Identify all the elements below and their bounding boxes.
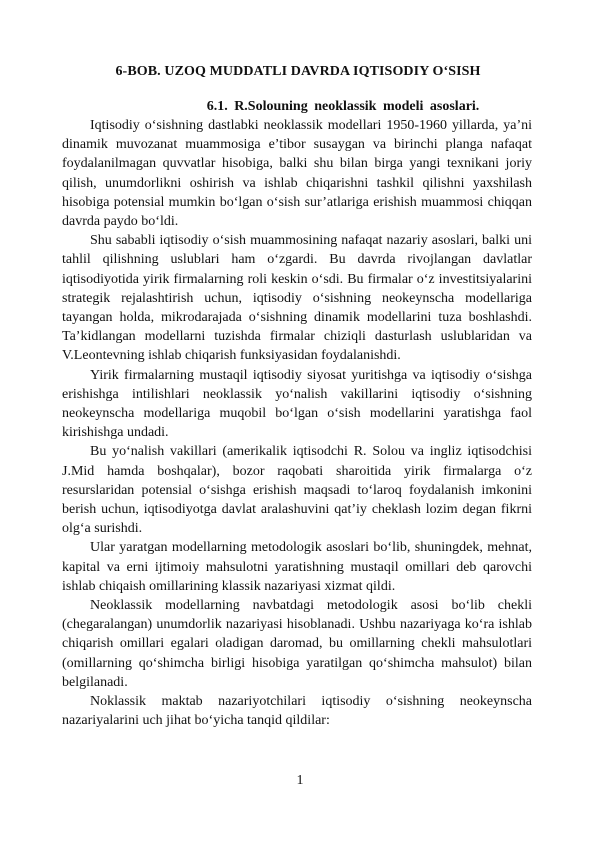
paragraph: Yirik firmalarning mustaqil iqtisodiy siyosat yuritishga va iqtisodiy o‘sishga erishishga intilishlari neoklassik yo‘nalish vakillarini iqtisodiy o‘sishning neokeynscha modellariga muqobil bo‘lgan o‘sish modellarini yaratishga faol kirishishga undadi. [62,367,532,441]
paragraph: Ular yaratgan modellarning metodologik asoslari bo‘lib, shuningdek, mehnat, kapital va erni ijtimoiy mahsulotni yaratishning mustaqil omillari deb qarovchi ishlab chiqaish omillarining klassik nazariyasi xizmat qildi. [62,540,532,594]
paragraph: Shu sababli iqtisodiy o‘sish muammosining nafaqat nazariy asoslari, balki uni tahlil qilishning uslublari ham o‘zgardi. Bu davrda rivojlangan davlatlar iqtisodiyotida yirik firmalarning roli keskin o‘sdi. Bu firmalar o‘z investitsiyalarini strategik rejalashtirish uchun, iqtisodiy o‘sishning neokeynscha modellariga tayangan holda, mikrodarajada o‘sishning dinamik modellarini tuza boshlashdi. Ta’kidlangan modellarni tuzishda firmalar chiziqli dasturlash uslublaridan va V.Leontevning ishlab chiqarish funksiyasidan foydalanishdi. [62,233,532,364]
paragraph: Neoklassik modellarning navbatdagi metodologik asosi bo‘lib chekli (chegaralangan) unumdorlik nazariyasi hisoblanadi. Ushbu nazariyaga ko‘ra ishlab chiqarish omillari egalari oladigan daromad, bu omillarning chekli mahsulotlari (omillarning qo‘shimcha birligi hisobiga yaratilgan qo‘shimcha mahsulot) bilan belgilanadi. [62,598,532,690]
paragraph: Iqtisodiy o‘sishning dastlabki neoklassik modellari 1950-1960 yillarda, ya’ni dinamik muvozanat muammosiga e’tibor susaygan va birinchi planga nafaqat foydalanilmagan quvvatlar hisobiga, balki shu bilan birga yangi texnikani joriy qilish, unumdorlikni oshirish va ishlab chiqarishni tashkil qilishni yaxshilash hisobiga potensial mumkin bo‘lgan o‘sish sur’atlariga erishish muammosi chiqqan davrda paydo bo‘ldi. [62,118,532,230]
body-text [62,116,532,731]
paragraph: Noklassik maktab nazariyotchilari iqtisodiy o‘sishning neokeynscha nazariyalarini uch jihat bo‘yicha tanqid qildilar: [62,694,532,729]
chapter-title: 6-BOB. UZOQ MUDDATLI DAVRDA IQTISODIY O‘SISH [115,64,481,79]
page-number: 1 [296,773,304,788]
section-title: 6.1. R.Solouning neoklassik modeli asoslari. [206,99,480,114]
paragraph: Bu yo‘nalish vakillari (amerikalik iqtisodchi R. Solou va ingliz iqtisodchisi J.Mid hamda boshqalar), bozor raqobati sharoitida yirik firmalarga o‘z resurslaridan potensial o‘sishga erishish maqsadi to‘laroq foydalanish imkonini berish uchun, iqtisodiyotga davlat aralashuvini qat’iy cheklash lozim degan fikrni olg‘a surishdi. [62,444,532,537]
